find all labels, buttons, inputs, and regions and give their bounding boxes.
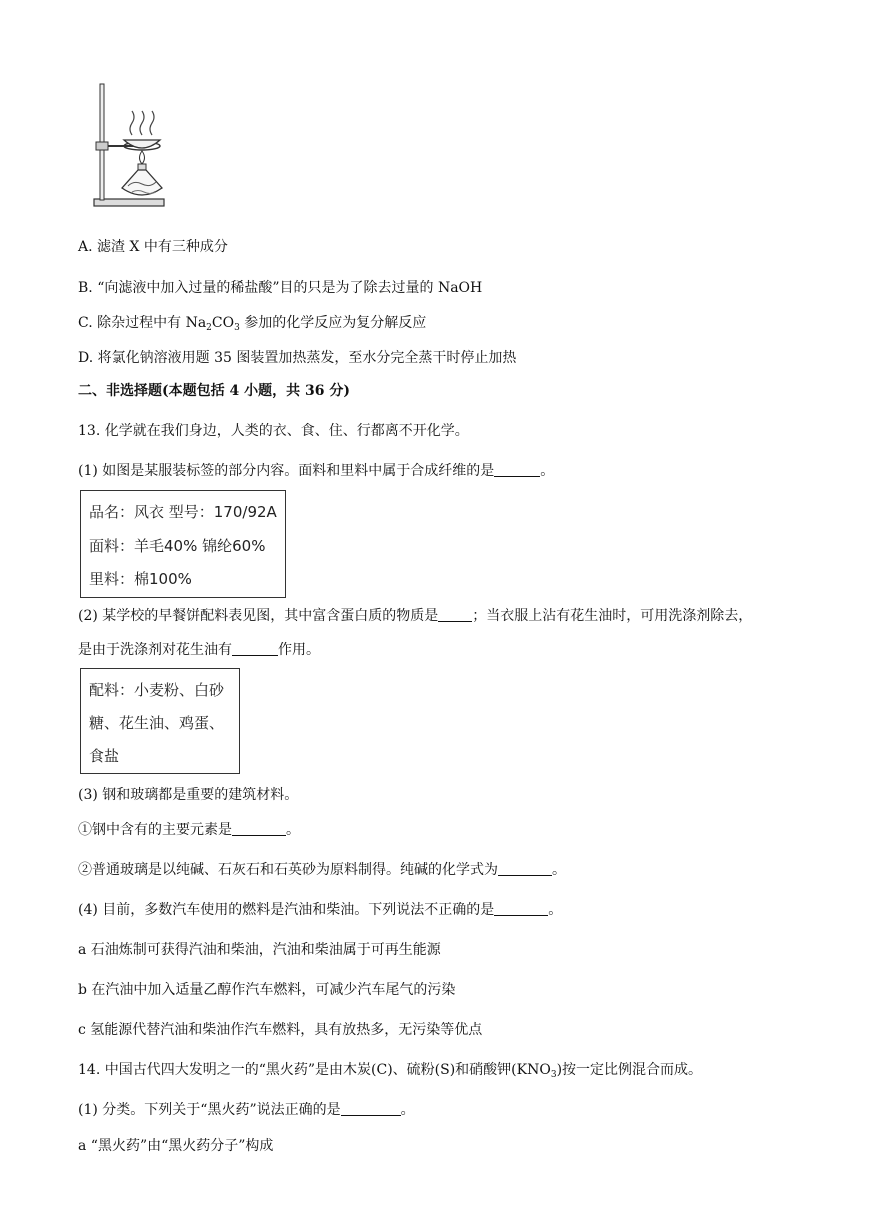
q13-part3-a-end: 。 (286, 822, 300, 838)
section-heading: 二、非选择题(本题包括 4 小题，共 36 分) (78, 383, 350, 399)
clothing-label-box (80, 490, 286, 598)
q13-part3-a-text: ①钢中含有的主要元素是 (78, 822, 232, 838)
option-c-subscript-3: 3 (234, 323, 240, 333)
ingredients-box (80, 668, 240, 774)
ingredients-line3: 食盐 (89, 747, 120, 765)
q13-part3-b (78, 860, 566, 880)
q13-part2-cont (78, 640, 320, 660)
q13-part3-a (78, 820, 300, 840)
q13-option-b: b 在汽油中加入适量乙醇作汽车燃料，可减少汽车尾气的污染 (78, 982, 456, 998)
option-a: A. 滤渣 X 中有三种成分 (78, 239, 228, 255)
answer-blank (494, 901, 548, 916)
option-c (78, 313, 426, 338)
clothing-label-line2: 面料：羊毛40% 锦纶60% (89, 537, 266, 555)
ingredients-line2: 糖、花生油、鸡蛋、 (89, 714, 225, 732)
option-d: D. 将氯化钠溶液用题 35 图装置加热蒸发，至水分完全蒸干时停止加热 (78, 350, 517, 366)
q13-part3-b-end: 。 (552, 862, 566, 878)
option-c-text-end: 参加的化学反应为复分解反应 (239, 315, 427, 331)
q14-stem-subscript: 3 (550, 1070, 557, 1080)
option-c-subscript-2: 2 (206, 323, 212, 333)
answer-blank (232, 641, 278, 656)
ingredients-line1: 配料：小麦粉、白砂 (89, 681, 225, 699)
q13-option-a: a 石油炼制可获得汽油和柴油，汽油和柴油属于可再生能源 (78, 942, 441, 958)
q13-part4 (78, 900, 562, 920)
q13-part3: (3) 钢和玻璃都是重要的建筑材料。 (78, 787, 299, 803)
q13-part4-end: 。 (548, 902, 563, 918)
answer-blank (232, 821, 286, 836)
q13-part1-text: (1) 如图是某服装标签的部分内容。面料和里料中属于合成纤维的是 (78, 463, 495, 479)
answer-blank (438, 607, 472, 622)
q13-stem: 13. 化学就在我们身边，人类的衣、食、住、行都离不开化学。 (78, 423, 469, 439)
q13-part2-cont-end: 作用。 (278, 642, 320, 658)
q13-part3-b-text: ②普通玻璃是以纯碱、石灰石和石英砂为原料制得。纯碱的化学式为 (78, 862, 498, 878)
clothing-label-line3: 里料：棉100% (89, 570, 192, 588)
q13-part4-text: (4) 目前，多数汽车使用的燃料是汽油和柴油。下列说法不正确的是 (78, 902, 495, 918)
q13-option-c: c 氢能源代替汽油和柴油作汽车燃料，具有放热多，无污染等优点 (78, 1022, 483, 1038)
q13-part2 (78, 606, 752, 626)
answer-blank (341, 1101, 401, 1116)
option-b: B. “向滤液中加入过量的稀盐酸”目的只是为了除去过量的 NaOH (78, 280, 483, 296)
answer-blank (494, 462, 540, 477)
q13-part1 (78, 461, 554, 481)
q14-part1-text: (1) 分类。下列关于“黑火药”说法正确的是 (78, 1102, 341, 1118)
q13-part1-end: 。 (540, 463, 555, 479)
q14-stem-text: 14. 中国古代四大发明之一的“黑火药”是由木炭(C)、硫粉(S)和硝酸钾(KNO (78, 1062, 551, 1078)
evaporation-apparatus-icon (92, 80, 182, 210)
option-c-text-start: C. 除杂过程中有 Na (78, 315, 207, 331)
q13-part2-text: (2) 某学校的早餐饼配料表见图，其中富含蛋白质的物质是 (78, 608, 439, 624)
answer-blank (498, 861, 552, 876)
q14-stem-end: )按一定比例混合而成。 (556, 1062, 703, 1078)
option-c-text-mid: CO (211, 315, 235, 331)
q13-part2-cont-text: 是由于洗涤剂对花生油有 (78, 642, 232, 658)
clothing-label-line1: 品名：风衣 型号：170/92A (89, 503, 277, 521)
q14-part1-end: 。 (400, 1102, 415, 1118)
q14-stem (78, 1060, 702, 1085)
q14-part1 (78, 1100, 415, 1120)
q13-part2-text2: ；当衣服上沾有花生油时，可用洗涤剂除去， (472, 608, 753, 624)
q14-option-a: a “黑火药”由“黑火药分子”构成 (78, 1138, 274, 1154)
